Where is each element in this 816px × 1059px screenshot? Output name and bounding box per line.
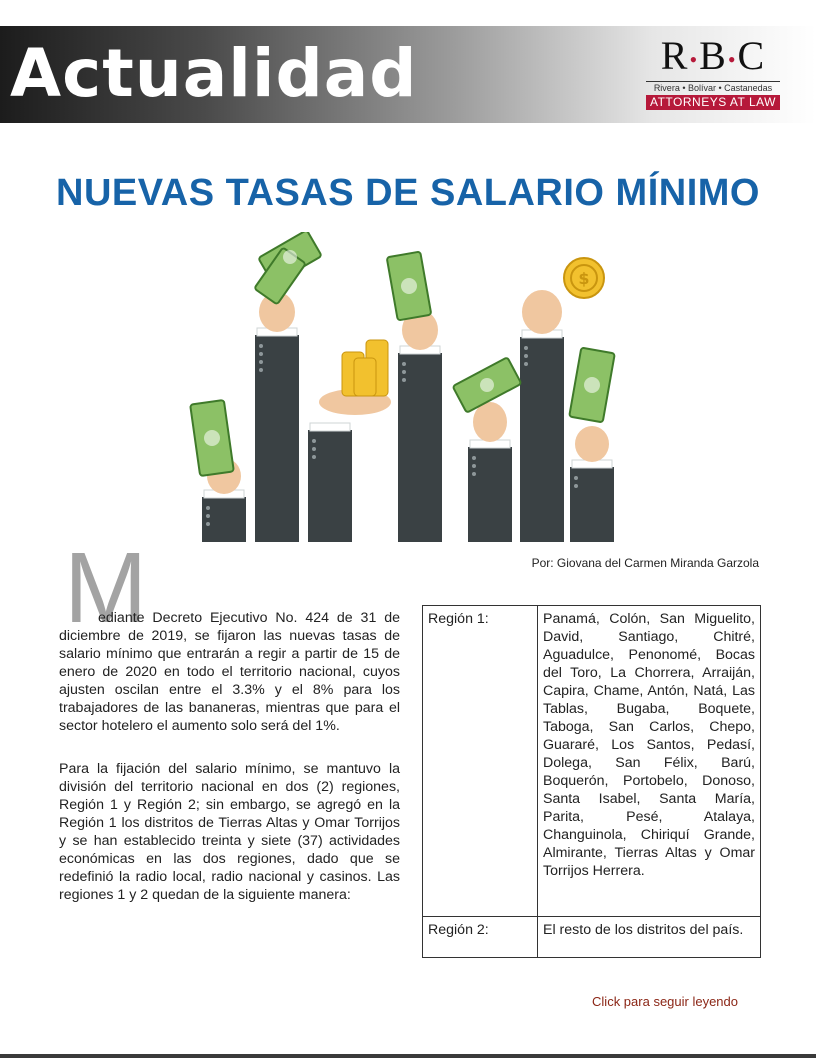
region-districts: El resto de los distritos del país. bbox=[538, 917, 761, 958]
regions-table bbox=[422, 605, 761, 958]
section-title: Actualidad bbox=[10, 35, 418, 112]
region-districts: Panamá, Colón, San Miguelito, David, Santiago, Chitré, Aguadulce, Penonomé, Bocas del Toro, La Chorrera, Arraiján, Capira, Chame, Antón, Natá, Las Tablas, Bugaba, Boquete, Taboga, San Carlos, Chepo, Guararé, Los Santos, Pedasí, Dolega, San Félix, Barú, Boquerón, Portobelo, Donoso, Santa Isabel, Santa María, Parita, Pesé, Atalaya, Changuinola, Chiriquí Grande, Almirante, Tierras Altas y Omar Torrijos Herrera. bbox=[538, 606, 761, 917]
svg-text:$: $ bbox=[578, 269, 590, 288]
bottom-divider bbox=[0, 1054, 816, 1058]
firm-logo bbox=[646, 33, 780, 110]
logo-tagline: ATTORNEYS AT LAW bbox=[646, 95, 780, 110]
article-paragraph-2: Para la fijación del salario mínimo, se mantuvo la división del territorio nacional en dos (2) regiones, Región 1 y Región 2; sin embargo, se agregó en la Región 1 los distritos de Tierras Altas y Omar Torrijos y se han establecido treinta y siete (37) actividades económicas en las dos regiones, dado que se redefinió la radio local, radio nacional y casinos. Las regiones 1 y 2 quedan de la siguiente manera: bbox=[59, 761, 400, 903]
region-name: Región 2: bbox=[423, 917, 538, 958]
read-more-link[interactable]: Click para seguir leyendo bbox=[592, 994, 738, 1009]
logo-names: Rivera • Bolívar • Castanedas bbox=[646, 81, 780, 93]
article-byline: Por: Giovana del Carmen Miranda Garzola bbox=[531, 556, 759, 570]
table-row bbox=[423, 606, 761, 917]
article-headline: NUEVAS TASAS DE SALARIO MÍNIMO bbox=[56, 172, 760, 214]
region-name: Región 1: bbox=[423, 606, 538, 917]
raised-hands-money-illustration bbox=[180, 232, 620, 542]
drop-cap: M bbox=[64, 532, 148, 644]
article-paragraph-1: ediante Decreto Ejecutivo No. 424 de 31 de diciembre de 2019, se fijaron las nuevas tasas de salario mínimo que entrarán a regir a partir de 15 de enero de 2020 en todo el territorio nacional, cuyos ajusten oscilan entre el 3.3% y el 8% para los trabajadores de las bananeras, mientras que para el sector hotelero el aumento solo será del 1%. bbox=[59, 610, 400, 734]
logo-letters: R•B•C bbox=[660, 33, 766, 78]
section-banner bbox=[0, 26, 816, 123]
table-row bbox=[423, 917, 761, 958]
